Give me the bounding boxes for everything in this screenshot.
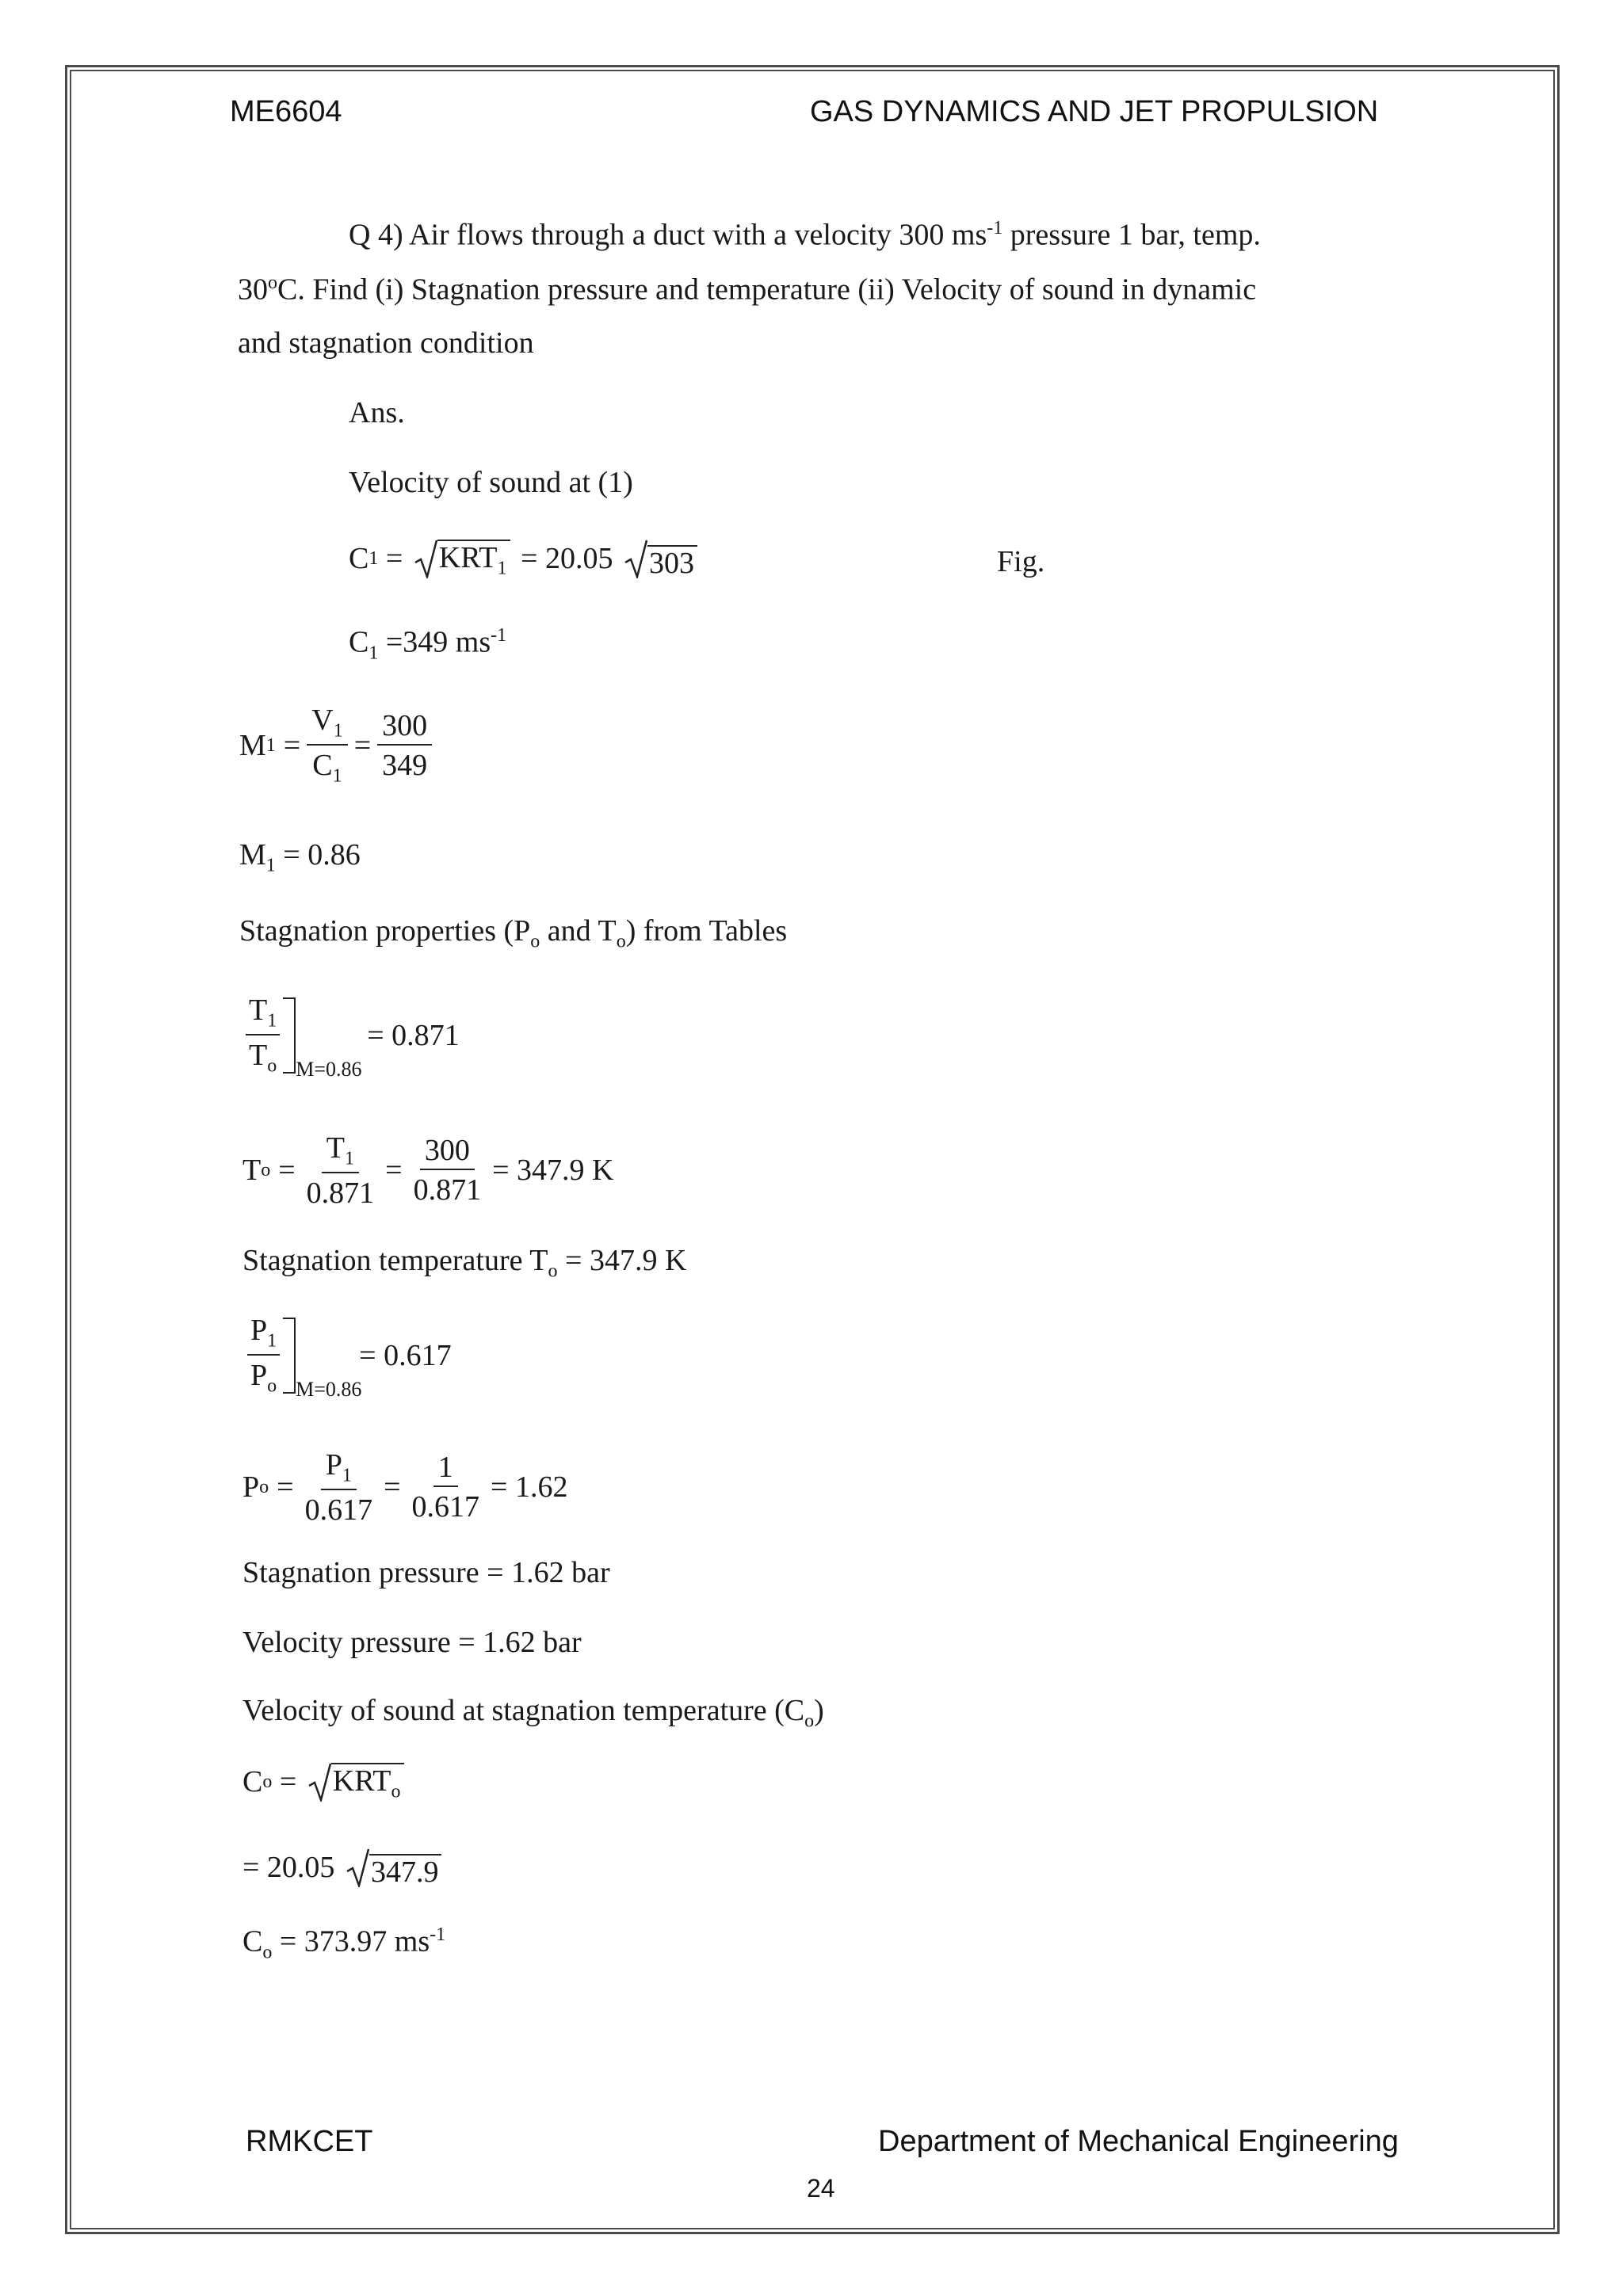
equation-co-step <box>242 1848 445 1887</box>
denominator: 0.871 <box>306 1176 375 1210</box>
mach-condition: M=0.86 <box>296 1377 362 1401</box>
p1-over-po <box>247 1315 280 1395</box>
equation-symbol: C <box>242 1924 263 1958</box>
course-code: ME6604 <box>230 95 342 128</box>
superscript: o <box>268 273 277 293</box>
text: Stagnation properties (P <box>239 914 531 948</box>
subscript: 1 <box>345 1148 355 1169</box>
equals-sign: = <box>283 728 301 762</box>
equals-sign: = <box>378 542 411 575</box>
text: ) from Tables <box>625 914 788 948</box>
square-root <box>414 539 510 578</box>
square-root <box>307 1762 404 1802</box>
subscript: o <box>259 1477 269 1498</box>
denominator: C <box>312 748 333 782</box>
equation-symbol: P <box>242 1470 260 1505</box>
question-text: 30 <box>238 273 268 307</box>
fraction-p1-0617 <box>300 1450 378 1525</box>
radical-sign-icon <box>307 1762 331 1802</box>
radicand: 303 <box>647 545 697 578</box>
superscript: -1 <box>987 218 1003 238</box>
ratio-value: = 0.617 <box>359 1338 452 1372</box>
numerator: 1 <box>433 1452 458 1487</box>
subscript: o <box>267 1055 277 1077</box>
radical-sign-icon <box>624 539 647 578</box>
equation-to <box>242 1133 613 1208</box>
denominator: 0.871 <box>413 1173 482 1207</box>
subscript: 1 <box>342 1465 352 1486</box>
numerator: P <box>250 1314 268 1347</box>
equation-c1-result <box>349 626 506 662</box>
equation-text: = 20.05 <box>242 1851 342 1884</box>
ratio-value: = 0.871 <box>367 1018 460 1052</box>
subscript: 1 <box>267 1010 277 1032</box>
equation-symbol: T <box>242 1154 262 1188</box>
denominator: 0.617 <box>411 1490 480 1524</box>
radicand: 347.9 <box>369 1854 442 1887</box>
answer-label: Ans. <box>349 396 405 429</box>
equals-sign: = <box>353 728 372 762</box>
numerator: P <box>325 1448 342 1482</box>
text: Stagnation temperature T <box>242 1244 548 1277</box>
subscript: 1 <box>369 548 379 569</box>
footer-institution: RMKCET <box>246 2125 373 2158</box>
equation-text: = 0.86 <box>275 838 361 871</box>
equation-result: = 347.9 K <box>492 1154 614 1188</box>
equation-m1-result <box>239 840 361 875</box>
denominator: P <box>250 1358 268 1392</box>
equation-symbol: M <box>239 838 266 871</box>
equation-c1 <box>349 539 701 578</box>
subscript: 1 <box>369 643 379 664</box>
square-root <box>346 1848 442 1887</box>
question-line-1 <box>349 219 1261 250</box>
question-text: pressure 1 bar, temp. <box>1002 218 1261 252</box>
denominator: T <box>249 1038 268 1072</box>
subscript: o <box>267 1375 277 1397</box>
equals-sign: = <box>384 1470 401 1505</box>
numerator: T <box>249 994 268 1027</box>
evaluation-bracket <box>283 997 362 1081</box>
question-line-3: and stagnation condition <box>238 326 534 360</box>
radicand: KRT <box>332 1764 391 1798</box>
subscript: 1 <box>265 734 276 756</box>
evaluation-bracket <box>283 1318 362 1401</box>
text: and T <box>540 914 617 948</box>
equation-m1 <box>239 705 438 785</box>
equals-sign: = <box>385 1154 403 1188</box>
subscript: 1 <box>333 720 343 742</box>
figure-label: Fig. <box>997 545 1045 578</box>
equation-symbol: C <box>349 542 369 575</box>
velocity-sound-heading: Velocity of sound at (1) <box>349 466 633 499</box>
equals-sign: = <box>277 1470 294 1505</box>
page-number: 24 <box>807 2174 835 2203</box>
radical-sign-icon <box>414 539 437 578</box>
square-root <box>624 539 697 578</box>
numerator: V <box>311 704 334 737</box>
radical-sign-icon <box>346 1848 369 1887</box>
equation-co <box>242 1762 407 1802</box>
fraction-v1-c1 <box>307 705 347 785</box>
numerator: 300 <box>420 1135 475 1170</box>
denominator: 349 <box>382 748 428 782</box>
equation-symbol: C <box>242 1765 263 1798</box>
equation-symbol: M <box>239 728 266 762</box>
stagnation-temperature-line <box>242 1245 686 1281</box>
equation-co-result <box>242 1925 445 1962</box>
subscript: o <box>262 1772 273 1792</box>
temperature-ratio <box>246 994 460 1081</box>
fraction-300-0871 <box>409 1135 487 1205</box>
velocity-sound-stagnation-heading <box>242 1695 824 1731</box>
stagnation-pressure-line: Stagnation pressure = 1.62 bar <box>242 1556 610 1589</box>
stagnation-properties-heading <box>239 916 787 952</box>
mach-condition: M=0.86 <box>296 1057 362 1081</box>
pressure-ratio <box>247 1314 452 1401</box>
superscript: -1 <box>491 625 507 646</box>
denominator: 0.617 <box>304 1493 373 1527</box>
footer-department: Department of Mechanical Engineering <box>878 2125 1399 2158</box>
subscript: 1 <box>332 765 342 787</box>
text: Velocity of sound at stagnation temperature (C <box>242 1694 805 1727</box>
subscript: 1 <box>267 1330 277 1352</box>
equation-result: = 1.62 <box>491 1470 568 1505</box>
subscript: o <box>530 931 540 952</box>
question-text: Q 4) Air flows through a duct with a velocity 300 ms <box>349 218 987 252</box>
numerator: 300 <box>377 711 432 746</box>
course-title: GAS DYNAMICS AND JET PROPULSION <box>810 95 1379 128</box>
subscript: o <box>391 1782 401 1802</box>
question-text: C. Find (i) Stagnation pressure and temperature (ii) Velocity of sound in dynamic <box>277 273 1257 307</box>
t1-over-to <box>246 995 280 1075</box>
superscript: -1 <box>430 1924 446 1945</box>
subscript: o <box>262 1942 273 1963</box>
equation-symbol: C <box>349 625 369 659</box>
equation-text: =349 ms <box>378 625 491 659</box>
fraction-t1-0871 <box>302 1133 380 1208</box>
fraction-1-0617 <box>407 1452 485 1522</box>
equation-po <box>242 1450 567 1525</box>
subscript: 1 <box>497 559 507 579</box>
subscript: 1 <box>265 855 276 876</box>
equals-sign: = <box>278 1154 296 1188</box>
velocity-pressure-line: Velocity pressure = 1.62 bar <box>242 1626 582 1659</box>
fraction-300-349 <box>377 708 432 782</box>
equation-text: = 20.05 <box>513 542 621 575</box>
question-line-2 <box>238 273 1256 305</box>
text: = 347.9 K <box>557 1244 687 1277</box>
radicand: KRT <box>438 541 498 575</box>
text: ) <box>814 1694 824 1727</box>
subscript: o <box>548 1261 558 1282</box>
subscript: o <box>261 1160 271 1181</box>
subscript: o <box>804 1711 815 1732</box>
equation-text: = 373.97 ms <box>272 1924 430 1958</box>
equals-sign: = <box>272 1765 304 1798</box>
subscript: o <box>616 931 626 952</box>
numerator: T <box>326 1131 346 1165</box>
